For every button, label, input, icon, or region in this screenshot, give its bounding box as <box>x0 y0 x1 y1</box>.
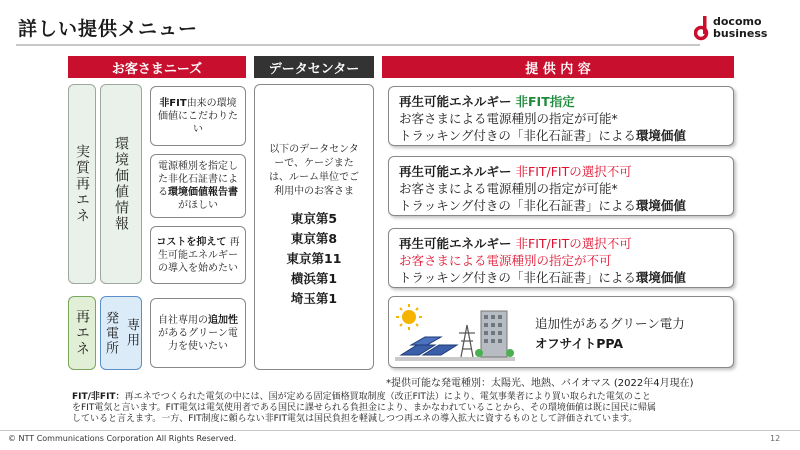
footnote-generation-types: *提供可能な発電種別：太陽光、地熱、バイオマス (2022年4月現在) <box>386 378 694 389</box>
need-emphasis: コストを抑えて <box>156 236 227 248</box>
category-jisshitsu-saiene: 実質再エネ <box>68 84 96 284</box>
need-item-additionality: 自社専用の追加性があるグリーン電力を使いたい <box>150 298 246 368</box>
offer-card-ppa <box>388 296 734 368</box>
title-divider <box>16 44 700 46</box>
page-number: 12 <box>770 434 781 443</box>
offer-tag: 非FIT/FITの選択不可 <box>515 164 632 179</box>
copyright: © NTT Communications Corporation All Rights Reserved. <box>8 434 237 443</box>
datacenter-site: 埼玉第1 <box>290 291 338 306</box>
header-datacenter: データセンター <box>254 56 374 78</box>
docomo-logo-icon <box>694 16 710 42</box>
header-needs: お客さまニーズ <box>68 56 246 78</box>
datacenter-site-list <box>255 209 373 309</box>
datacenter-site: 東京第11 <box>286 251 342 266</box>
datacenter-intro: 以下のデータセンターで、ケージまたは、ルーム単位でご利用中のお客さま <box>269 144 359 197</box>
need-emphasis: 非FIT <box>159 97 187 109</box>
header-offer: 提 供 内 容 <box>382 56 734 78</box>
offer-tag: 非FIT/FITの選択不可 <box>515 236 632 251</box>
ppa-description: 追加性があるグリーン電力 <box>535 316 685 331</box>
logo-text-business: business <box>713 27 768 40</box>
need-item-report: 電源種別を指定した非化石証書による環境価値報告書がほしい <box>150 154 246 218</box>
footer-divider <box>0 430 800 431</box>
need-item-nonfit: 非FIT由来の環境価値にこだわりたい <box>150 86 246 146</box>
offer-card-mixed: 再生可能エネルギー 非FIT/FITの選択不可 お客さまによる電源種別の指定が可能* トラッキング付きの「非化石証書」による環境価値 <box>388 156 734 216</box>
category-saiene: 再エネ <box>68 296 96 370</box>
need-emphasis: 追加性 <box>208 314 238 326</box>
datacenter-site: 横浜第1 <box>290 271 338 286</box>
datacenter-site: 東京第8 <box>290 231 338 246</box>
category-plant-label: 発電所 <box>103 310 118 356</box>
need-item-cost: コストを抑えて 再生可能エネルギーの導入を始めたい <box>150 226 246 284</box>
offer-card-unspecified: 再生可能エネルギー 非FIT/FITの選択不可 お客さまによる電源種別の指定が不可 トラッキング付きの「非化石証書」による環境価値 <box>388 228 734 288</box>
datacenter-site: 東京第5 <box>290 211 338 226</box>
need-emphasis: 環境価値報告書 <box>168 187 238 198</box>
category-dedicated-label: 専用 <box>124 318 139 348</box>
category-dedicated-plant <box>100 296 142 370</box>
ppa-name: オフサイトPPA <box>535 336 624 351</box>
category-kankyo-kachi: 環境価値情報 <box>100 84 142 284</box>
offer-card-nonfit: 再生可能エネルギー 非FIT指定 お客さまによる電源種別の指定が可能* トラッキング付きの「非化石証書」による環境価値 <box>388 86 734 146</box>
offer-tag: 非FIT指定 <box>515 94 575 109</box>
page-title: 詳しい提供メニュー <box>18 18 199 40</box>
logo-text-docomo: docomo <box>713 15 762 28</box>
fit-label: FIT/非FIT： <box>72 392 125 402</box>
fit-explanation: FIT/非FIT：再エネでつくられた電気の中には、国が定める固定価格買取制度（改正FIT法）により、電気事業者により買い取られた電気のこと をFIT電気と言います。FIT電気は電気使用者である国民に課せられる負担金により、まかなわれていることから、その環境価値は既に国民に帰属 していると言えます。一方、FIT制度に頼らない非FIT電気は国民負担を軽減しつつ再エネの導入拡大に資するものとして評価されています。 <box>72 392 656 424</box>
solar-plant-illustration-icon <box>395 301 515 365</box>
datacenter-panel <box>254 84 374 370</box>
